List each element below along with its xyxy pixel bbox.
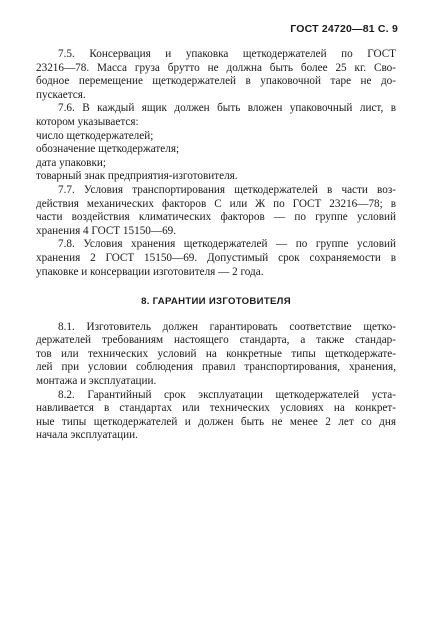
text-line: 8.2. Гарантийный срок эксплуатации щеткодержателей уста- bbox=[58, 388, 396, 401]
paragraph-7-5 bbox=[36, 48, 396, 102]
text-line: тов или технических условий на конкретные типы щеткодержате- bbox=[36, 347, 396, 360]
text-line: держателей требованиям настоящего стандарта, а также стандар- bbox=[36, 334, 396, 347]
text-line: 7.5. Консервация и упаковка щеткодержателей по ГОСТ bbox=[58, 48, 396, 60]
text-line: 7.8. Условия хранения щеткодержателей — по группе условий bbox=[58, 238, 396, 251]
text-line: 7.7. Условия транспортирования щеткодержателей в части воз- bbox=[58, 183, 396, 196]
paragraph-7-7 bbox=[36, 184, 396, 238]
text-line: действия механических факторов С или Ж по ГОСТ 23216—78; в bbox=[36, 197, 396, 210]
text-line: 7.6. В каждый ящик должен быть вложен упаковочный лист, в bbox=[58, 102, 396, 115]
text-line: навливается в стандартах или технических условиях на конкрет- bbox=[36, 402, 396, 415]
text-line: ные типы щеткодержателей и должен быть не менее 2 лет со дня bbox=[36, 415, 396, 428]
text-line: бодное перемещение щеткодержателей в упаковочной таре не до- bbox=[36, 75, 396, 88]
paragraph-8-2 bbox=[36, 389, 396, 443]
text-line: 8.1. Изготовитель должен гарантировать соответствие щетко- bbox=[58, 320, 396, 333]
list-item: дата упаковки; bbox=[36, 156, 106, 169]
text-line: монтажа и эксплуатации. bbox=[36, 375, 157, 388]
page-header: ГОСТ 24720—81 С. 9 bbox=[290, 23, 398, 35]
text-line: начала эксплуатации. bbox=[36, 429, 138, 442]
text-line: пускается. bbox=[36, 88, 86, 101]
text-line: котором указывается: bbox=[36, 115, 139, 128]
section-title: 8. ГАРАНТИИ ИЗГОТОВИТЕЛЯ bbox=[141, 296, 291, 308]
list-item: товарный знак предприятия-изготовителя. bbox=[36, 170, 238, 183]
text-line: части воздействия климатических факторов — по группе условий bbox=[36, 211, 396, 224]
text-line: хранения 2 ГОСТ 15150—69. Допустимый срок сохраняемости в bbox=[36, 251, 396, 264]
paragraph-7-6 bbox=[36, 102, 396, 184]
text-line: лей при условии соблюдения правил транспортирования, хранения, bbox=[36, 361, 396, 374]
text-line: 23216—78. Масса груза брутто не должна быть более 25 кг. Сво- bbox=[36, 61, 396, 74]
list-item: обозначение щеткодержателя; bbox=[36, 143, 180, 156]
text-line: хранения 4 ГОСТ 15150—69. bbox=[36, 224, 177, 237]
paragraph-8-1 bbox=[36, 321, 396, 389]
text-line: упаковке и консервации изготовителя — 2 года. bbox=[36, 265, 264, 278]
list-item: число щеткодержателей; bbox=[36, 129, 154, 142]
document-body bbox=[36, 48, 396, 443]
paragraph-7-8 bbox=[36, 238, 396, 279]
